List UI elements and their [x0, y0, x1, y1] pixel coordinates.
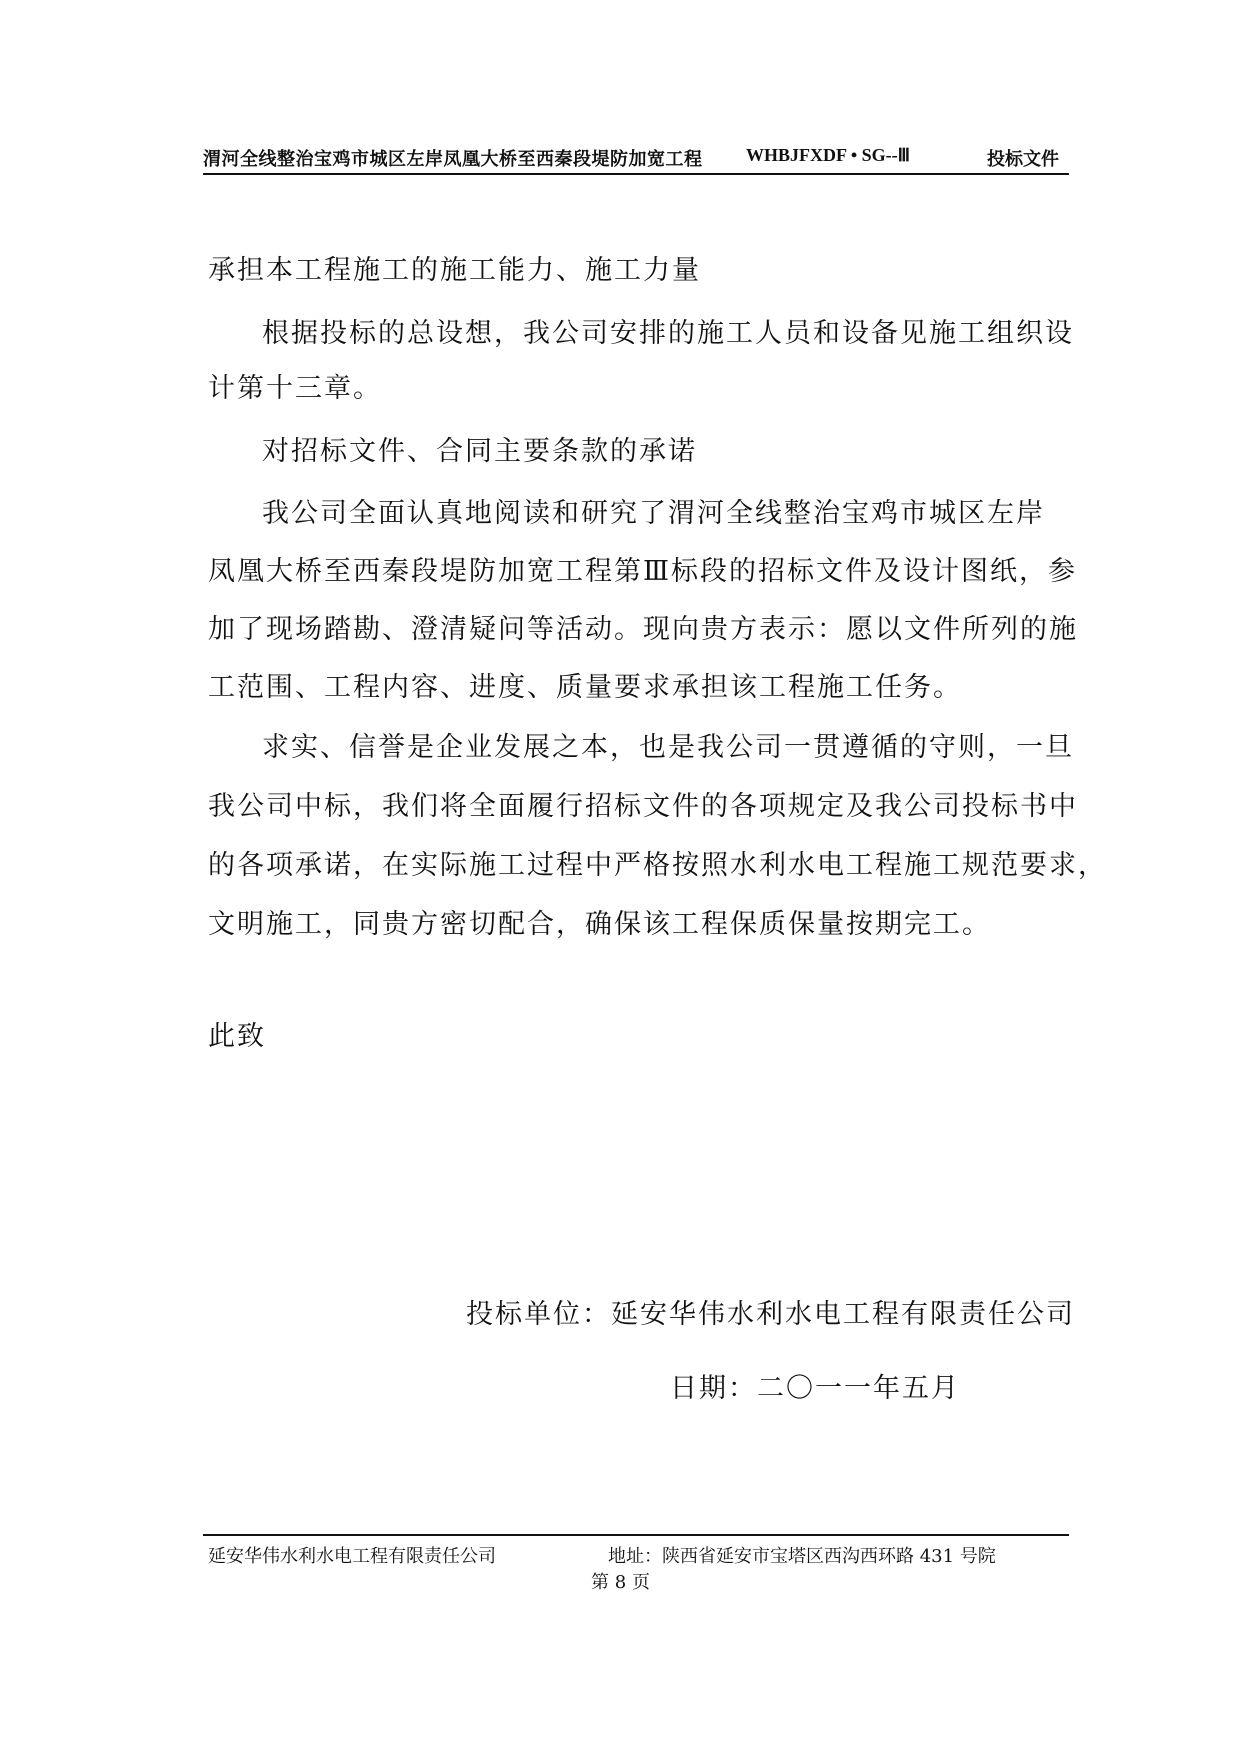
paragraph-line: 求实、信誉是企业发展之本，也是我公司一贯遵循的守则，一旦 [262, 732, 1074, 763]
signature-date: 日期：二〇一一年五月 [670, 1373, 960, 1404]
paragraph-line: 加了现场踏勘、澄清疑问等活动。现向贵方表示：愿以文件所列的施 [208, 614, 1078, 645]
header-project-title: 渭河全线整治宝鸡市城区左岸凤凰大桥至西秦段堤防加宽工程 [203, 149, 703, 170]
bidder-signature: 投标单位：延安华伟水利水电工程有限责任公司 [466, 1299, 1075, 1330]
footer-rule [203, 1534, 1069, 1536]
header-doc-type: 投标文件 [987, 149, 1059, 170]
section-heading-capability: 承担本工程施工的施工能力、施工力量 [208, 255, 701, 286]
header-doc-code: WHBJFXDF • SG--Ⅲ [746, 145, 911, 165]
paragraph-line: 工范围、工程内容、进度、质量要求承担该工程施工任务。 [208, 672, 962, 703]
page-header [203, 145, 1069, 173]
footer-address: 地址：陕西省延安市宝塔区西沟西环路 431 号院 [608, 1546, 996, 1567]
paragraph-line: 文明施工，同贵方密切配合，确保该工程保质保量按期完工。 [208, 909, 991, 940]
header-rule [203, 173, 1069, 175]
paragraph-line: 我公司全面认真地阅读和研究了渭河全线整治宝鸡市城区左岸 [262, 498, 1045, 529]
paragraph-line: 计第十三章。 [208, 373, 382, 404]
paragraph-line: 凤凰大桥至西秦段堤防加宽工程第Ⅲ标段的招标文件及设计图纸，参 [208, 556, 1078, 587]
closing-salutation: 此致 [208, 1021, 266, 1052]
page-number: 第 8 页 [591, 1572, 650, 1593]
footer-company: 延安华伟水利水电工程有限责任公司 [208, 1546, 496, 1567]
section-heading-commitment: 对招标文件、合同主要条款的承诺 [262, 436, 697, 467]
paragraph-line: 的各项承诺，在实际施工过程中严格按照水利水电工程施工规范要求， [208, 850, 1107, 881]
paragraph-line: 我公司中标，我们将全面履行招标文件的各项规定及我公司投标书中 [208, 791, 1078, 822]
paragraph-line: 根据投标的总设想，我公司安排的施工人员和设备见施工组织设 [262, 318, 1074, 349]
